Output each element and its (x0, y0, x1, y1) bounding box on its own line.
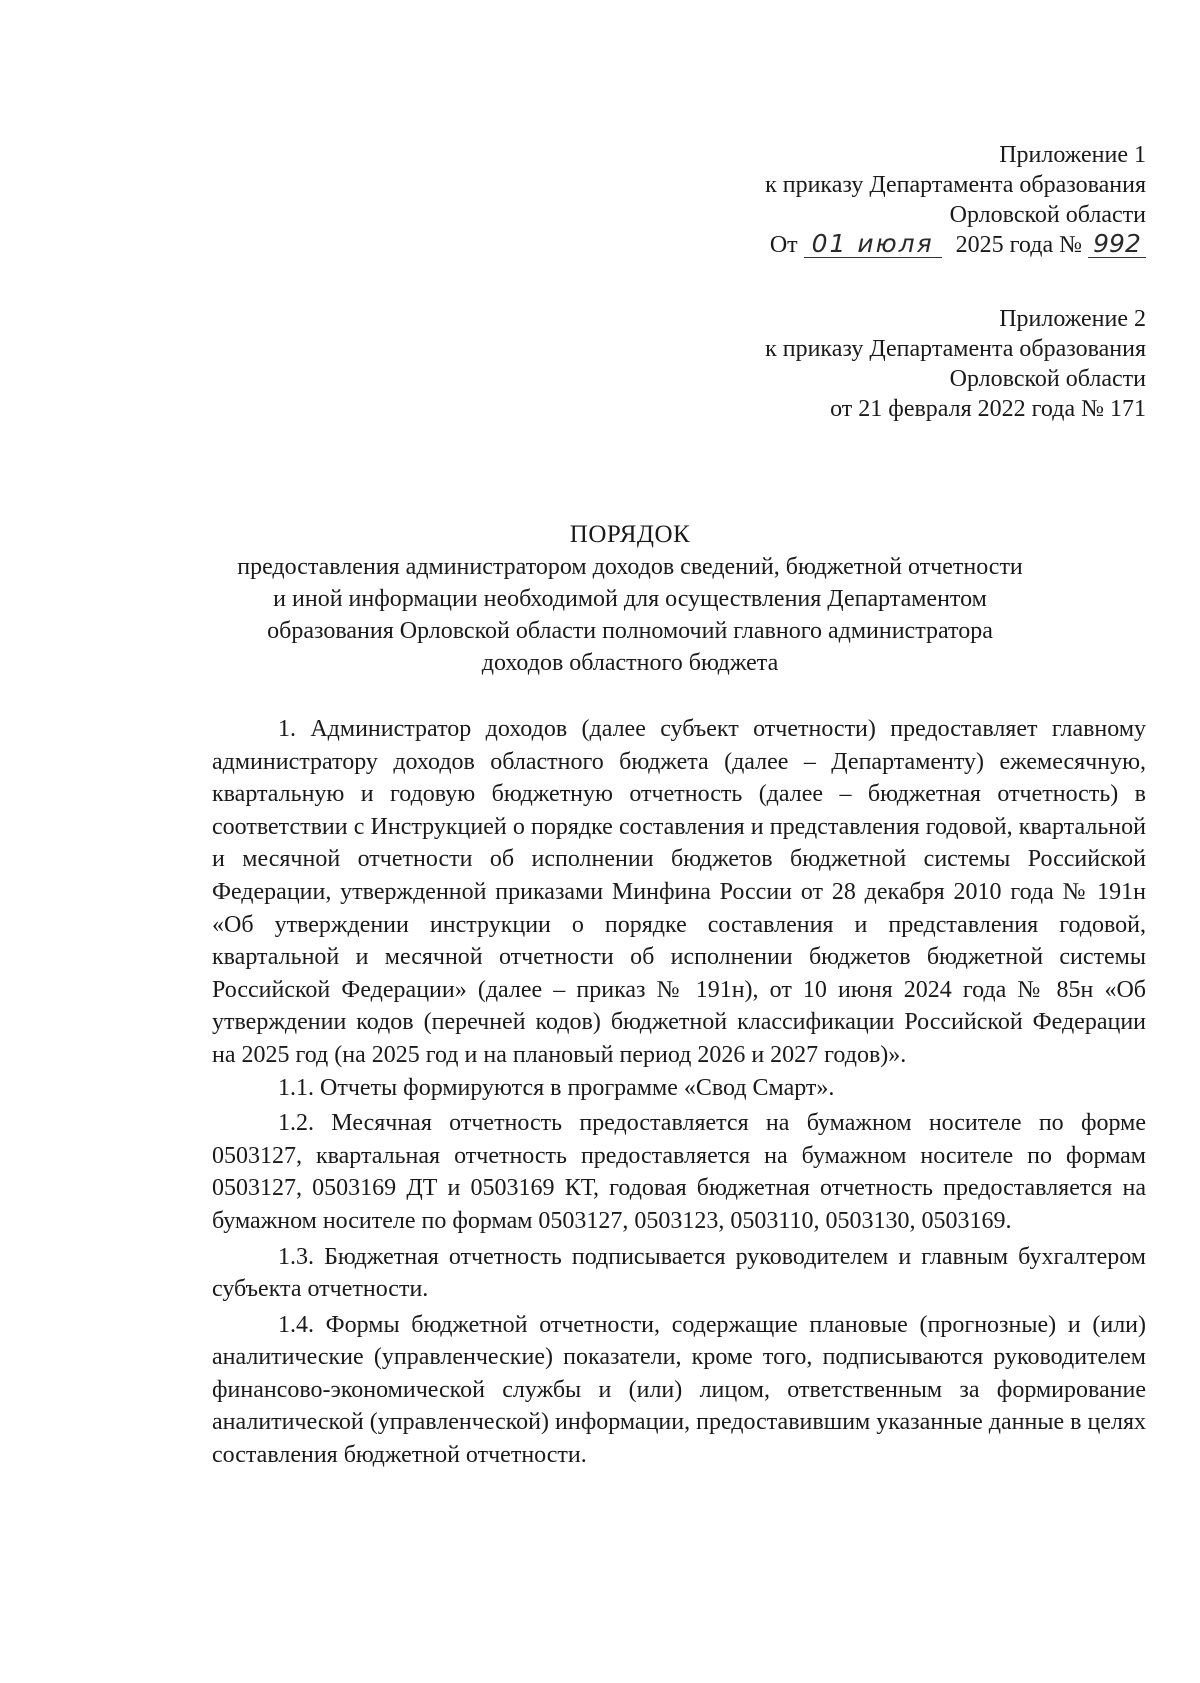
paragraph-1-1: 1.1. Отчеты формируются в программе «Свод Смарт». (278, 1074, 835, 1101)
date-year: 2025 года (955, 232, 1054, 258)
appendix-2-label: Приложение 2 (999, 306, 1146, 332)
appendix-1-date-line (765, 230, 1146, 260)
appendix-2-block (765, 304, 1146, 424)
paragraph-1: 1. Администратор доходов (далее субъект отчетности) предоставляет главному администратору доходов областного бюджета (далее – Департаменту) ежемесячную, квартальную и годовую бюджетную отчетность (далее – бюджетная отчетность) в соответствии с Инструкцией о порядке составления и представления годовой, квартальной и месячной отчетности об исполнении бюджетов бюджетной системы Российской Федерации, утвержденной приказами Минфина России от 28 декабря 2010 года № 191н «Об утверждении инструкции о порядке составления и представления годовой, квартальной и месячной отчетности об исполнении бюджетов бюджетной системы Российской Федерации» (далее – приказ № 191н), от 10 июня 2024 года № 85н «Об утверждении кодов (перечней кодов) бюджетной классификации Российской Федерации на 2025 год (на 2025 год и на плановый период 2026 и 2027 годов)». (212, 716, 1146, 1068)
appendix-2-order-ref: к приказу Департамента образования (765, 336, 1146, 362)
paragraph-1-2: 1.2. Месячная отчетность предоставляется на бумажном носителе по форме 0503127, квартальная отчетность предоставляется на бумажном носителе по формам 0503127, 0503169 ДТ и 0503169 КТ, годовая бюджетная отчетность предоставляется на бумажном носителе по формам 0503127, 0503123, 0503110, 0503130, 0503169. (212, 1110, 1146, 1234)
subtitle-line-4: доходов областного бюджета (481, 650, 779, 676)
appendix-1-order-ref: к приказу Департамента образования (765, 172, 1146, 198)
subtitle-line-3: образования Орловской области полномочий главного администратора (267, 618, 993, 644)
number-sign: № (1059, 232, 1082, 258)
document-heading: ПОРЯДОК (569, 521, 691, 548)
subtitle-line-1: предоставления администратором доходов сведений, бюджетной отчетности (237, 554, 1023, 580)
appendix-2-region: Орловской области (949, 366, 1146, 392)
handwritten-date: 01 июля (804, 231, 942, 258)
appendix-1-region: Орловской области (949, 202, 1146, 228)
document-body (212, 713, 1146, 1472)
handwritten-number: 992 (1088, 231, 1146, 258)
appendix-1-block (765, 140, 1146, 260)
document-title-block (130, 519, 1130, 679)
appendix-2-date-line: от 21 февраля 2022 года № 171 (830, 396, 1146, 422)
paragraph-1-3: 1.3. Бюджетная отчетность подписывается руководителем и главным бухгалтером субъекта отчетности. (212, 1243, 1146, 1303)
date-prefix: От (769, 232, 798, 258)
paragraph-1-4: 1.4. Формы бюджетной отчетности, содержащие плановые (прогнозные) и (или) аналитические (управленческие) показатели, кроме того, подписываются руководителем финансово-экономической службы и (или) лицом, ответственным за формирование аналитической (управленческой) информации, предоставившим указанные данные в целях составления бюджетной отчетности. (212, 1311, 1146, 1469)
subtitle-line-2: и иной информации необходимой для осуществления Департаментом (273, 586, 987, 612)
appendix-1-label: Приложение 1 (999, 142, 1146, 168)
